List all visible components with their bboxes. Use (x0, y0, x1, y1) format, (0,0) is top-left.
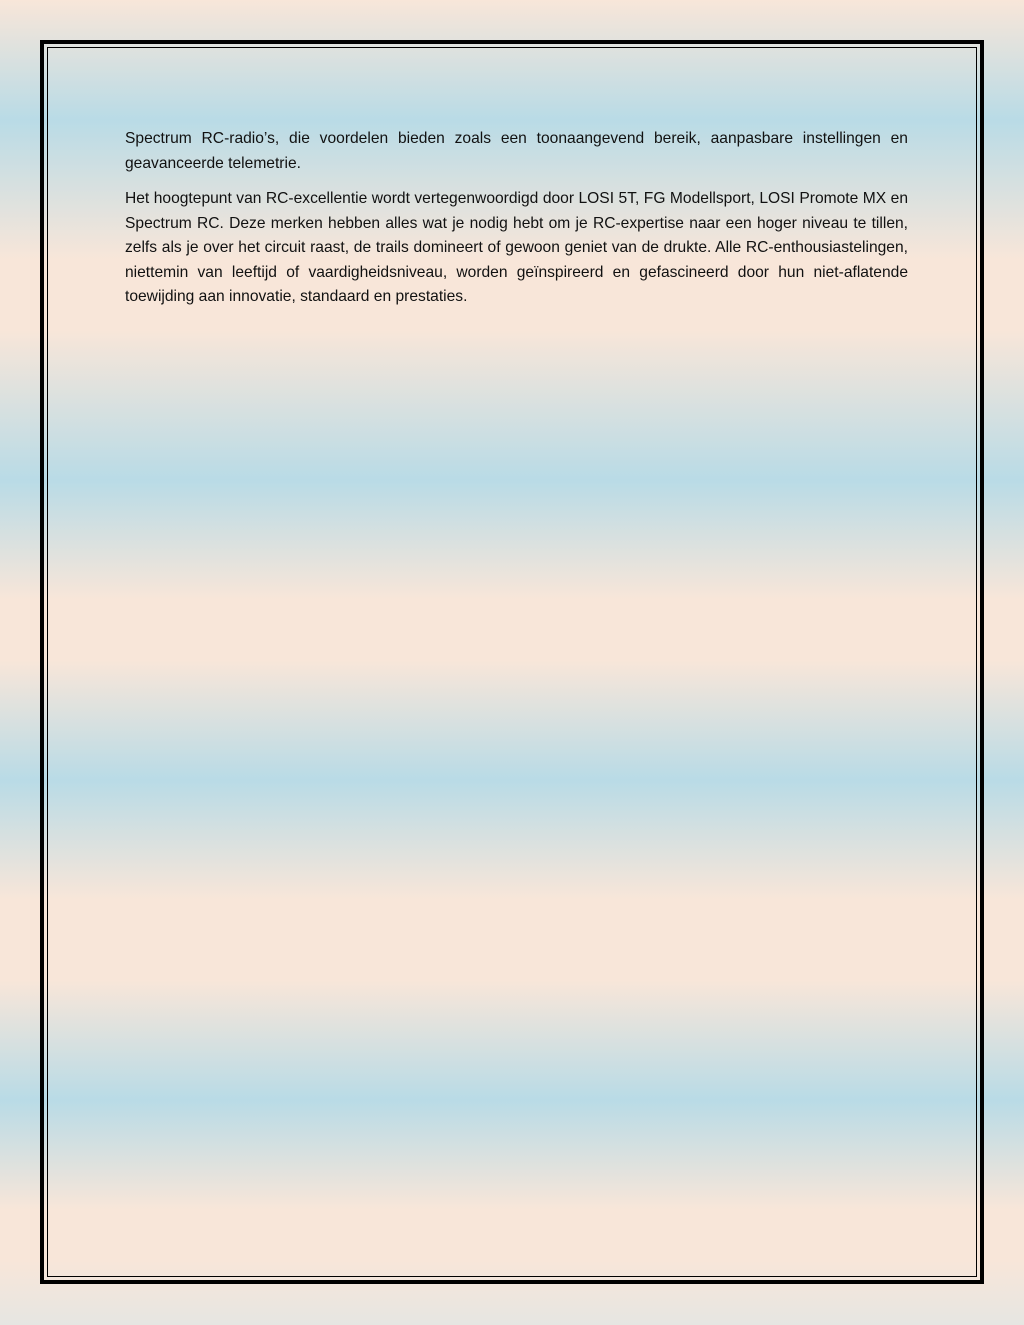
page-inner-border (47, 47, 977, 1277)
page-border-frame (40, 40, 984, 1284)
document-body (125, 127, 908, 321)
paragraph-2: Het hoogtepunt van RC-excellentie wordt vertegenwoordigd door LOSI 5T, FG Modellsport, LOSI Promote MX en Spectrum RC. Deze merken hebben alles wat je nodig hebt om je RC-expertise naar een hoger niveau te tillen, zelfs als je over het circuit raast, de trails domineert of gewoon geniet van de drukte. Alle RC-enthousiastelingen, niettemin van leeftijd of vaardigheidsniveau, worden geïnspireerd en gefascineerd door hun niet-aflatende toewijding aan innovatie, standaard en prestaties. (125, 190, 908, 305)
paragraph-1: Spectrum RC-radio’s, die voordelen bieden zoals een toonaangevend bereik, aanpasbare instellingen en geavanceerde telemetrie. (125, 130, 908, 172)
